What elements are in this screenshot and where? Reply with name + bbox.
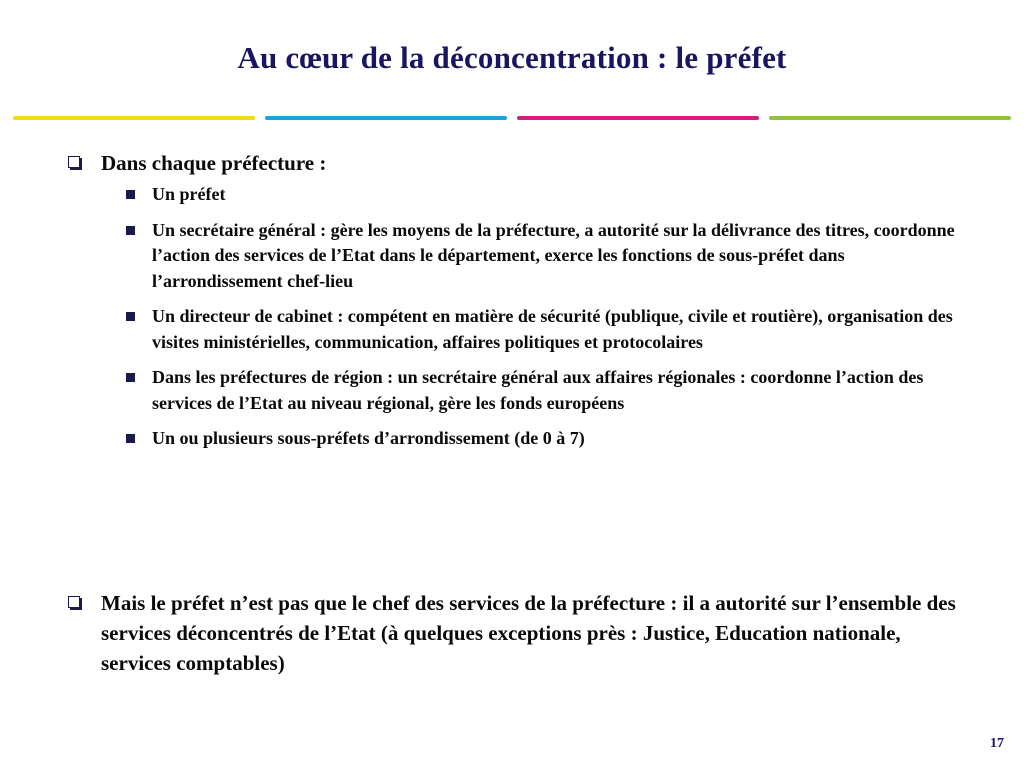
square-bullet-icon: [68, 156, 80, 168]
sub-bullet-text: Un secrétaire général : gère les moyens de la préfecture, a autorité sur la délivrance des titres, coordonne l’action des services de l’Etat dans le département, exerce les fonctions de sous-préfet dans l’arrondissement chef-lieu: [152, 219, 955, 291]
page-number: 17: [990, 736, 1004, 751]
bullet-text: Mais le préfet n’est pas que le chef des services de la préfecture : il a autorité sur l’ensemble des services déconcentrés de l’Etat (à quelques exceptions près : Justice, Education nationale, services comptables): [101, 591, 956, 675]
divider-magenta: [517, 116, 759, 120]
sub-bullet-text: Un directeur de cabinet : compétent en matière de sécurité (publique, civile et routière), organisation des visites ministérielles, communication, affaires politiques et protocolaires: [152, 306, 953, 352]
filled-square-bullet-icon: [126, 190, 135, 199]
sub-bullet: [68, 182, 973, 208]
sub-bullet-list: [68, 182, 973, 452]
filled-square-bullet-icon: [126, 373, 135, 382]
square-bullet-icon: [68, 596, 80, 608]
sub-bullet-text: Dans les préfectures de région : un secrétaire général aux affaires régionales : coordonne l’action des services de l’Etat au niveau régional, gère les fonds européens: [152, 367, 924, 413]
filled-square-bullet-icon: [126, 434, 135, 443]
filled-square-bullet-icon: [126, 312, 135, 321]
divider-green: [769, 116, 1011, 120]
bullet-level1: [68, 588, 973, 678]
bullet-list-second: [68, 588, 973, 678]
bullet-level1: [68, 148, 973, 178]
sub-bullet: [68, 304, 973, 355]
sub-bullet-text: Un préfet: [152, 184, 226, 204]
slide-title: Au cœur de la déconcentration : le préfet: [237, 40, 787, 75]
bullet-list: [68, 148, 973, 462]
divider-yellow: [13, 116, 255, 120]
divider-blue: [265, 116, 507, 120]
sub-bullet: [68, 365, 973, 416]
bullet-text: Dans chaque préfecture :: [101, 151, 327, 175]
filled-square-bullet-icon: [126, 226, 135, 235]
sub-bullet: [68, 426, 973, 452]
sub-bullet: [68, 218, 973, 295]
sub-bullet-text: Un ou plusieurs sous-préfets d’arrondissement (de 0 à 7): [152, 428, 585, 448]
